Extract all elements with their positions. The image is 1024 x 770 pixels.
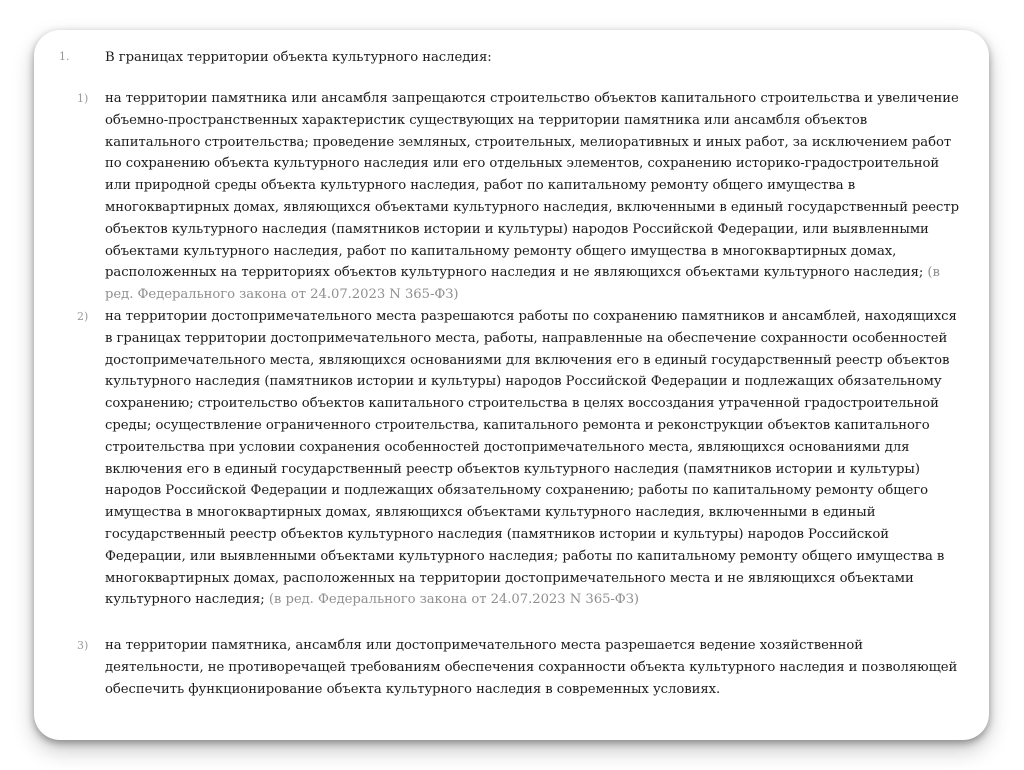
subitem-paragraph xyxy=(105,635,963,700)
subitem-text: на территории достопримечательного места разрешаются работы по сохранению памятников и ансамблей, находящихся в границах территории достопримечательного места, работы, направленные на обеспечение сохранности особенностей достопримечательного места, являющихся основаниями для включения его в единый государственный реестр объектов культурного наследия (памятников истории и культуры) народов Российской Федерации и подлежащих обязательному сохранению; строительство объектов капитального строительства в целях воссоздания утраченной градостроительной среды; осуществление ограниченного строительства, капитального ремонта и реконструкции объектов капитального строительства при условии сохранения особенностей достопримечательного места, являющихся основаниями для включения его в единый государственный реестр объектов культурного наследия (памятников истории и культуры) народов Российской Федерации и подлежащих обязательному сохранению; работы по капитальному ремонту общего имущества в многоквартирных домах, являющихся объектами культурного наследия, включенными в единый государственный реестр объектов культурного наследия (памятников истории и культуры) народов Российской Федерации, или выявленными объектами культурного наследия; работы по капитальному ремонту общего имущества в многоквартирных домах, расположенных на территории достопримечательного места и не являющихся объектами культурного наследия; xyxy=(105,309,957,608)
subitem-text: на территории памятника, ансамбля или достопримечательного места разрешается ведение хозяйственной деятельности, не противоречащей требованиям обеспечения сохранности объекта культурного наследия и позволяющей обеспечить функционирование объекта культурного наследия в современных условиях. xyxy=(105,638,958,697)
subitem-paragraph xyxy=(105,306,963,611)
item-number: 1. xyxy=(59,50,70,63)
subitem-paragraph xyxy=(105,88,963,306)
item-text: В границах территории объекта культурного наследия: xyxy=(105,50,492,65)
subitem-text: на территории памятника или ансамбля запрещаются строительство объектов капитального строительства и увеличение объемно-пространственных характеристик существующих на территории памятника или ансамбля объектов капитального строительства; проведение земляных, строительных, мелиоративных и иных работ, за исключением работ по сохранению объекта культурного наследия или его отдельных элементов, сохранению историко-градостроительной или природной среды объекта культурного наследия, работ по капитальному ремонту общего имущества в многоквартирных домах, являющихся объектами культурного наследия, включенными в единый государственный реестр объектов культурного наследия (памятников истории и культуры) народов Российской Федерации, или выявленными объектами культурного наследия, работ по капитальному ремонту общего имущества в многоквартирных домах, расположенных на территориях объектов культурного наследия и не являющихся объектами культурного наследия; xyxy=(105,91,959,281)
subitem-number: 3) xyxy=(77,639,89,652)
amendment-note[interactable]: (в ред. Федерального закона от 24.07.2023 N 365-ФЗ) xyxy=(105,265,940,303)
subitem-number: 2) xyxy=(77,310,89,323)
document-card xyxy=(34,30,989,740)
amendment-note[interactable]: (в ред. Федерального закона от 24.07.2023 N 365-ФЗ) xyxy=(268,592,639,608)
subitem-number: 1) xyxy=(77,92,89,105)
